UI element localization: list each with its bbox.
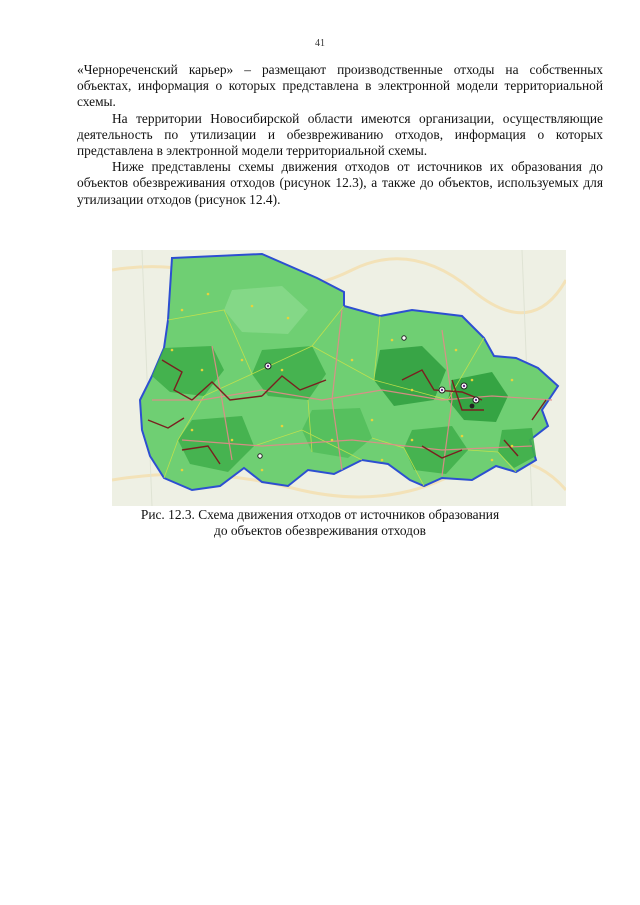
caption-line-1: Рис. 12.3. Схема движения отходов от источников образования: [140, 507, 500, 522]
body-text: [77, 62, 603, 208]
page-number: 41: [315, 38, 325, 49]
paragraph-2: На территории Новосибирской области имеются организации, осуществляющие деятельность по утилизации и обезвреживанию отходов, информация о которых представлена в электронной модели территориальной схемы.: [77, 110, 603, 159]
map-image: [112, 250, 566, 506]
figure-caption: [0, 507, 640, 539]
paragraph-3: Ниже представлены схемы движения отходов от источников их образования до объектов обезвреживания отходов (рисунок 12.3), а также до объектов, используемых для утилизации отходов (рисунок 12.4).: [77, 159, 603, 207]
caption-line-2: до объектов обезвреживания отходов: [214, 523, 426, 538]
paragraph-1: «Чернореченский карьер» – размещают производственные отходы на собственных объектах, информация о которых представлена в электронной модели территориальной схемы.: [77, 62, 603, 110]
waste-flow-map: [112, 250, 566, 506]
